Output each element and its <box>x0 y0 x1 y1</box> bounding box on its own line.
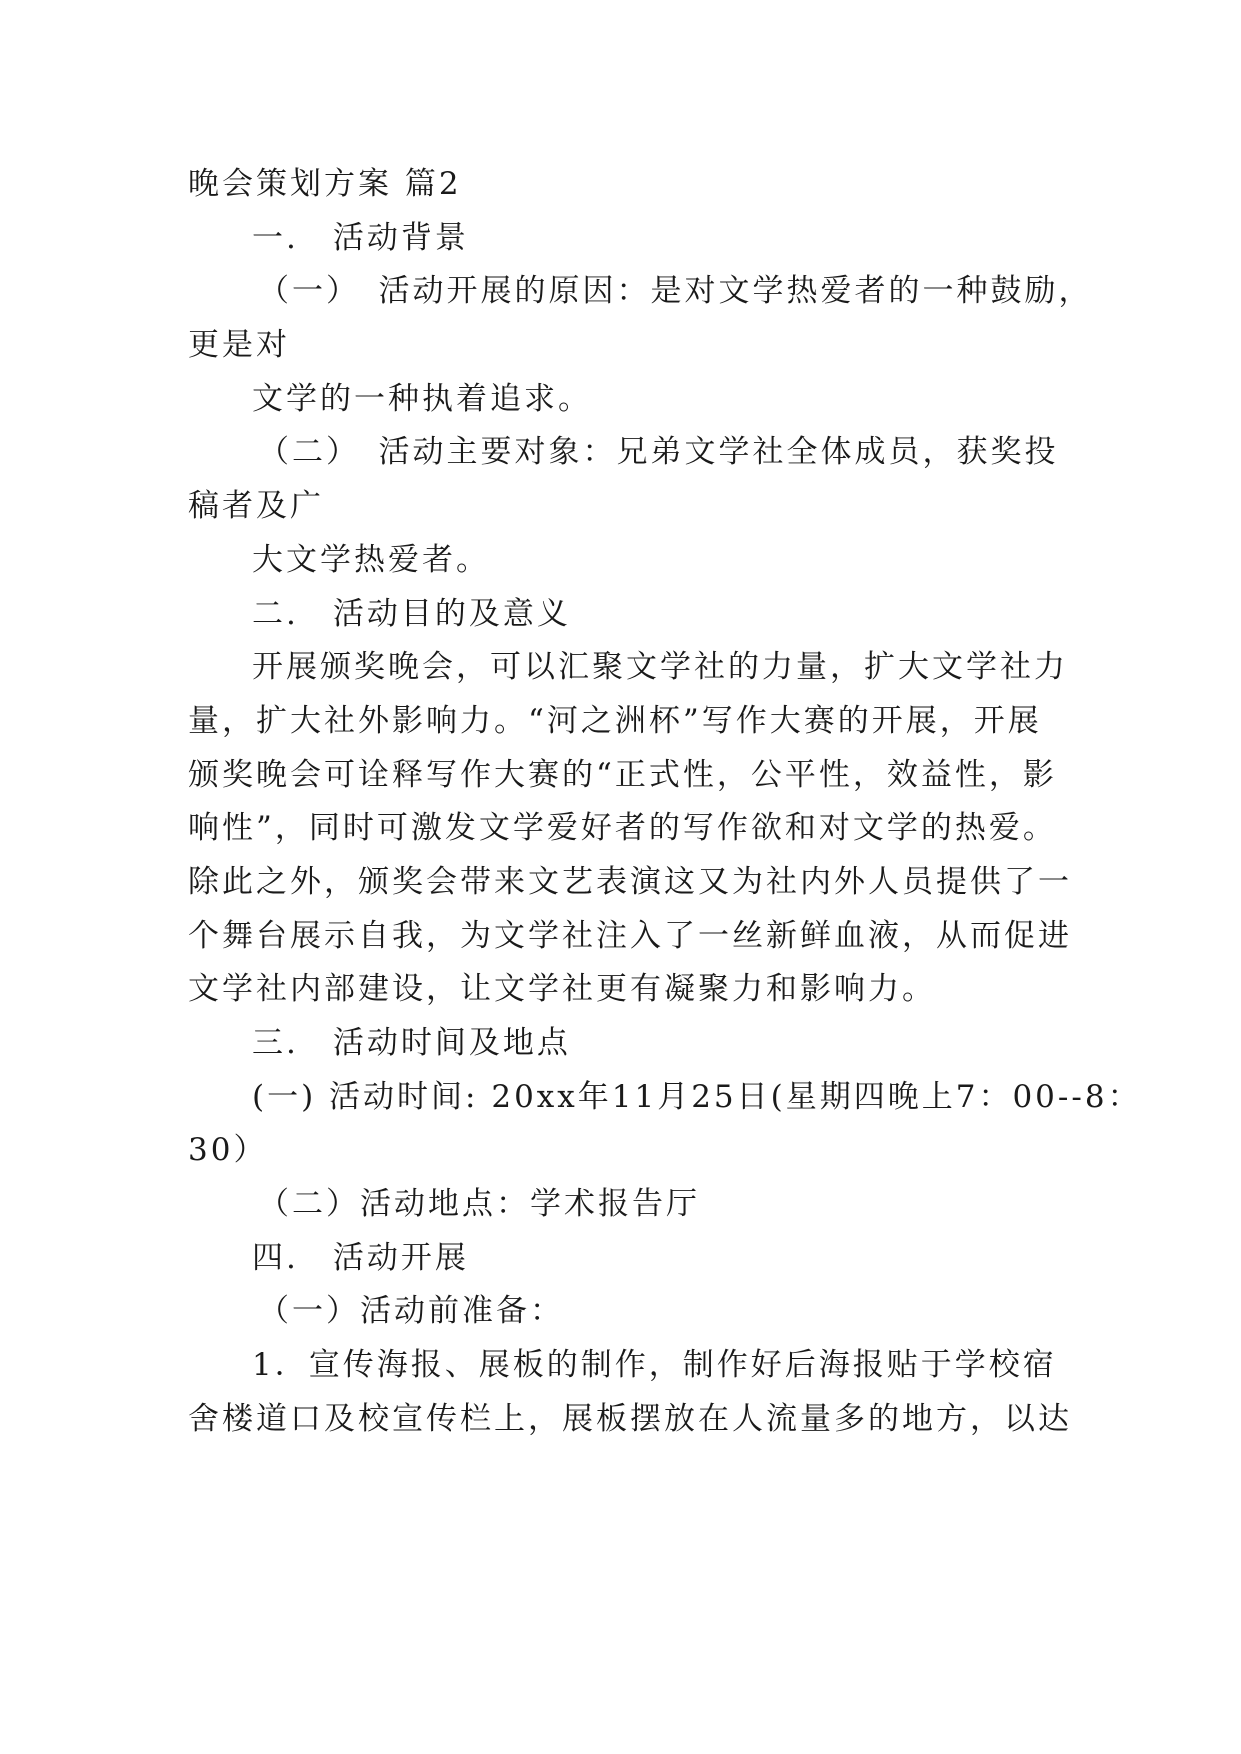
paragraph-line: (一) 活动时间: 20xx年11月25日(星期四晚上7：00--8： <box>252 1079 1142 1115</box>
paragraph-line: 舍楼道口及校宣传栏上，展板摆放在人流量多的地方，以达 <box>188 1401 1072 1437</box>
document-title: 晚会策划方案 篇2 <box>188 166 462 202</box>
section-heading: 三. 活动时间及地点 <box>252 1025 571 1061</box>
paragraph-line: 开展颁奖晚会，可以汇聚文学社的力量，扩大文学社力 <box>252 649 1068 685</box>
paragraph-line: 个舞台展示自我，为文学社注入了一丝新鲜血液，从而促进 <box>188 918 1072 954</box>
paragraph-line: 文学社内部建设，让文学社更有凝聚力和影响力。 <box>188 971 936 1007</box>
paragraph-line: 稿者及广 <box>188 488 324 524</box>
paragraph-line: （二） 活动主要对象：兄弟文学社全体成员，获奖投 <box>258 434 1059 470</box>
paragraph-line: 除此之外，颁奖会带来文艺表演这又为社内外人员提供了一 <box>188 864 1072 900</box>
paragraph-line: 文学的一种执着追求。 <box>252 381 592 417</box>
paragraph-line: （一） 活动开展的原因：是对文学热爱者的一种鼓励， <box>258 273 1093 309</box>
section-heading: 四. 活动开展 <box>252 1240 469 1276</box>
paragraph-line: 颁奖晚会可诠释写作大赛的“正式性，公平性，效益性，影 <box>188 757 1057 793</box>
paragraph-line: 量，扩大社外影响力。“河之洲杯”写作大赛的开展，开展 <box>188 703 1042 739</box>
paragraph-line: （一）活动前准备： <box>258 1293 564 1329</box>
section-heading: 一. 活动背景 <box>252 220 469 256</box>
paragraph-line: （二）活动地点：学术报告厅 <box>258 1186 700 1222</box>
paragraph-line: 1．宣传海报、展板的制作，制作好后海报贴于学校宿 <box>252 1347 1057 1383</box>
paragraph-line: 更是对 <box>188 327 290 363</box>
paragraph-line: 大文学热爱者。 <box>252 542 490 578</box>
paragraph-line: 30） <box>188 1132 268 1168</box>
section-heading: 二. 活动目的及意义 <box>252 596 571 632</box>
paragraph-line: 响性”，同时可激发文学爱好者的写作欲和对文学的热爱。 <box>188 810 1057 846</box>
